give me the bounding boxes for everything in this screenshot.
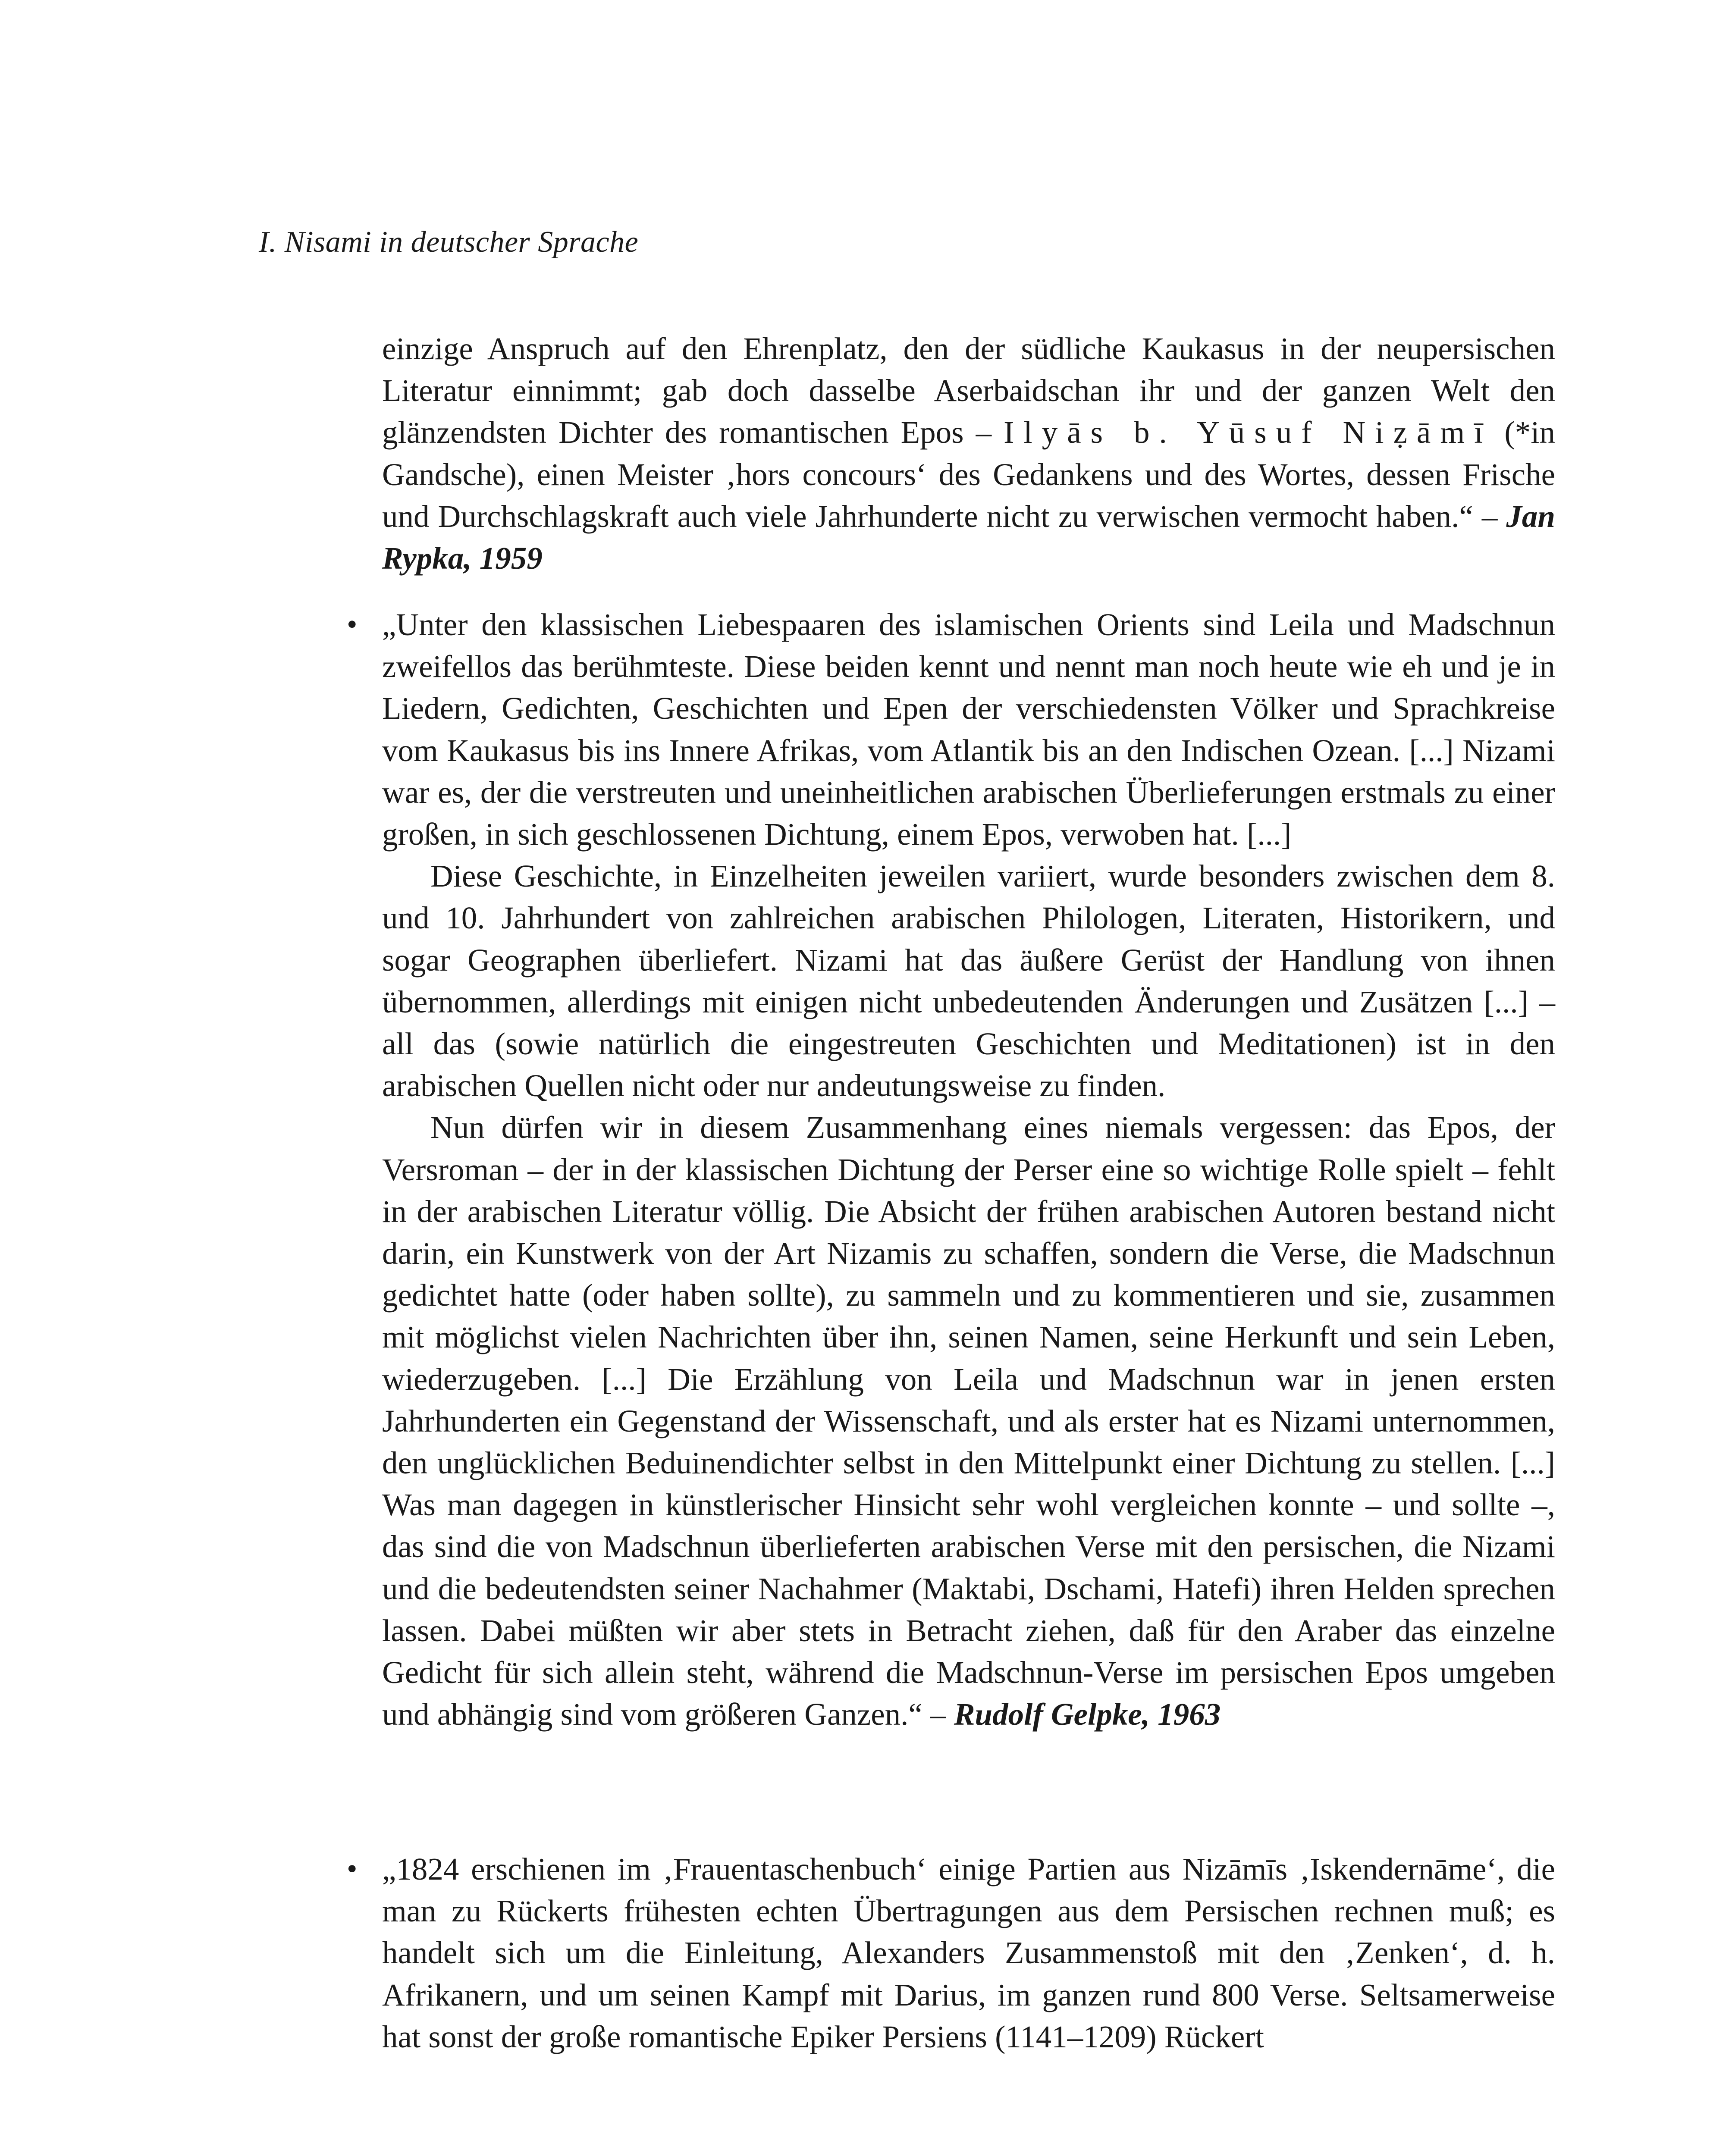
- paragraph-text: Nun dürfen wir in diesem Zusammenhang eines niemals vergessen: das Epos, der Versroman – der in der klassischen Dichtung der Perser eine so wichtige Rolle spielt – fehlt in der arabischen Literatur völlig. Die Absicht der frühen arabischen Autoren bestand nicht darin, ein Kunstwerk von der Art Nizamis zu schaffen, sondern die Verse, die Madschnun gedichtet hatte (oder haben sollte), zu sammeln und zu kommentieren und sie, zusammen mit möglichst vielen Nachrichten über ihn, seinen Namen, seine Herkunft und sein Leben, wiederzugeben. [...] Die Erzählung von Leila und Madschnun war in jenen ersten Jahrhunderten ein Gegenstand der Wissenschaft, und als erster hat es Nizami unternommen, den unglücklichen Beduinendichter selbst in den Mittelpunkt einer Dichtung zu stellen. [...] Was man dagegen in künstlerischer Hinsicht sehr wohl vergleichen konnte – und sollte –, das sind die von Madschnun überlieferten arabischen Verse mit den persischen, die Nizami und die bedeutendsten seiner Nachahmer (Maktabi, Dschami, Hatefi) ihren Helden sprechen lassen. Dabei müßten wir aber stets in Betracht ziehen, daß für den Araber das einzelne Gedicht für sich allein steht, während die Madschnun-Verse im persischen Epos umgeben und abhängig sind vom größeren Ganzen.“ –: [382, 1110, 1555, 1732]
- quote-continuation-rypka: [382, 328, 1555, 579]
- quote-rueckert: [382, 1848, 1555, 2058]
- paragraph-text: (*in Gandsche), einen Meister ‚hors concours‘ des Gedankens und des Wortes, dessen Frische und Durchschlagskraft auch viele Jahrhunderte nicht zu verwischen vermocht haben.“ –: [382, 415, 1556, 534]
- bullet-icon: •: [347, 1852, 358, 1886]
- paragraph: [382, 1106, 1555, 1735]
- paragraph-text: einzige Anspruch auf den Ehrenplatz, den der südliche Kaukasus in der neupersischen Literatur einnimmt; gab doch dasselbe Aserbaidschan ihr und der ganzen Welt den glänzendsten Dichter des romantischen Epos –: [382, 331, 1555, 450]
- paragraph: „Unter den klassischen Liebespaaren des islamischen Orients sind Leila und Madschnun zweifellos das berühmteste. Diese beiden kennt und nennt man noch heute wie eh und je in Liedern, Gedichten, Geschichten und Epen der verschiedensten Völker und Sprachkreise vom Kaukasus bis ins Innere Afrikas, vom Atlantik bis an den Indischen Ozean. [...] Nizami war es, der die verstreuten und uneinheitlichen arabischen Überlieferungen erstmals zu einer großen, in sich geschlossenen Dichtung, einem Epos, verwoben hat. [...]: [382, 607, 1555, 852]
- attribution-rypka: Jan Rypka, 1959: [382, 498, 1555, 576]
- quote-gelpke: [382, 604, 1555, 1735]
- attribution-gelpke: Rudolf Gelpke, 1963: [954, 1697, 1221, 1732]
- paragraph: Diese Geschichte, in Einzelheiten jeweilen variiert, wurde besonders zwischen dem 8. und 10. Jahrhundert von zahlreichen arabischen Philologen, Literaten, Historikern, und sogar Geographen überliefert. Nizami hat das äußere Gerüst der Handlung von ihnen übernommen, allerdings mit einigen nicht unbedeutenden Änderungen und Zusätzen [...] – all das (sowie natürlich die eingestreuten Geschichten und Meditationen) ist in den arabischen Quellen nicht oder nur andeutungsweise zu finden.: [382, 859, 1555, 1103]
- bullet-icon: •: [347, 608, 358, 641]
- paragraph: „1824 erschienen im ‚Frauentaschenbuch‘ einige Partien aus Nizāmīs ‚Iskendernāme‘, die man zu Rückerts frühesten echten Übertragungen aus dem Persischen rechnen muß; es handelt sich um die Einleitung, Alexanders Zusammenstoß mit den ‚Zenken‘, d. h. Afrikanern, und um seinen Kampf mit Darius, im ganzen rund 800 Verse. Seltsamerweise hat sonst der große romantische Epiker Persiens (1141–1209) Rückert: [382, 1852, 1555, 2054]
- spaced-name-nizami: Ilyās b. Yūsuf Niẓāmī: [1004, 415, 1493, 450]
- paragraph: [382, 328, 1555, 579]
- running-head: I. Nisami in deutscher Sprache: [259, 226, 639, 259]
